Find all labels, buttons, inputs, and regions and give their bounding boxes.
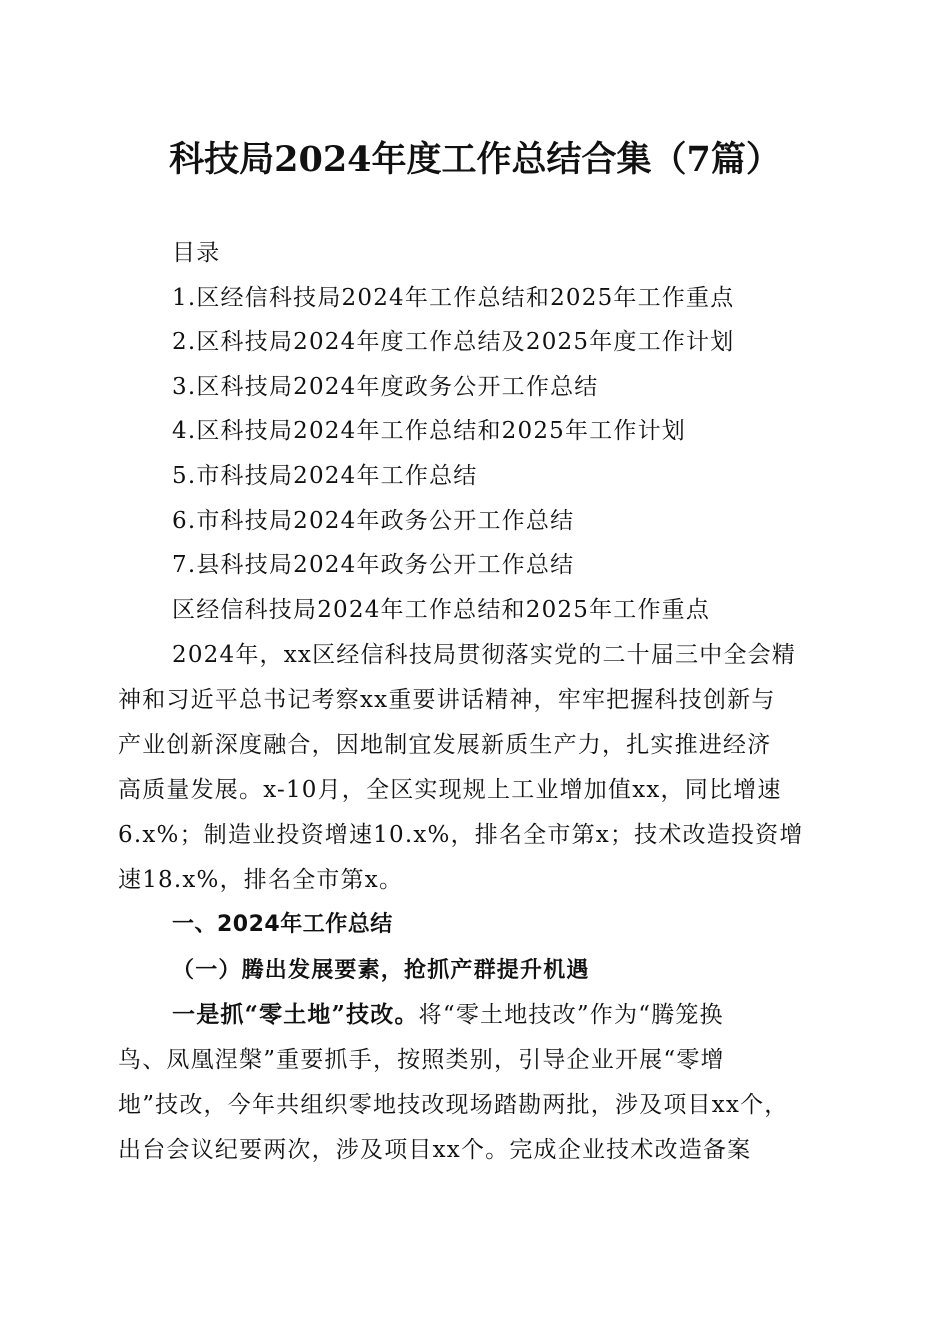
toc-item: 2.区科技局2024年度工作总结及2025年度工作计划 bbox=[172, 329, 735, 355]
document-title: 科技局2024年度工作总结合集（7篇） bbox=[169, 139, 781, 180]
toc-item: 1.区经信科技局2024年工作总结和2025年工作重点 bbox=[172, 285, 735, 311]
para1-line: 地”技改，今年共组织零地技改现场踏勘两批，涉及项目xx个， bbox=[118, 1092, 789, 1118]
heading-level-2: （一）腾出发展要素，抢抓产群提升机遇 bbox=[172, 957, 590, 983]
intro-line: 产业创新深度融合，因地制宜发展新质生产力，扎实推进经济 bbox=[118, 732, 772, 758]
section-title: 区经信科技局2024年工作总结和2025年工作重点 bbox=[172, 597, 711, 623]
para1-line: 出台会议纪要两次，涉及项目xx个。完成企业技术改造备案 bbox=[118, 1137, 752, 1163]
intro-line: 2024年，xx区经信科技局贯彻落实党的二十届三中全会精 bbox=[172, 642, 797, 668]
toc-item: 5.市科技局2024年工作总结 bbox=[172, 463, 478, 489]
para1-lead: 一是抓“零土地”技改。 bbox=[172, 1001, 419, 1028]
para1-line: 鸟、凤凰涅槃”重要抓手，按照类别，引导企业开展“零增 bbox=[118, 1047, 725, 1073]
intro-line: 6.x%；制造业投资增速10.x%，排名全市第x；技术改造投资增 bbox=[118, 822, 804, 848]
toc-item: 6.市科技局2024年政务公开工作总结 bbox=[172, 508, 575, 534]
intro-line: 高质量发展。x-10月，全区实现规上工业增加值xx，同比增速 bbox=[118, 777, 782, 803]
toc-item: 4.区科技局2024年工作总结和2025年工作计划 bbox=[172, 418, 687, 444]
toc-item: 3.区科技局2024年度政务公开工作总结 bbox=[172, 374, 599, 400]
toc-item: 7.县科技局2024年政务公开工作总结 bbox=[172, 552, 575, 578]
heading-level-1: 一、2024年工作总结 bbox=[172, 912, 393, 937]
intro-line: 速18.x%，排名全市第x。 bbox=[118, 867, 404, 893]
toc-heading: 目录 bbox=[172, 240, 221, 266]
para1-first-line bbox=[172, 999, 724, 1031]
intro-line: 神和习近平总书记考察xx重要讲话精神，牢牢把握科技创新与 bbox=[118, 687, 776, 713]
para1-first-rest: 将“零土地技改”作为“腾笼换 bbox=[418, 1002, 724, 1028]
